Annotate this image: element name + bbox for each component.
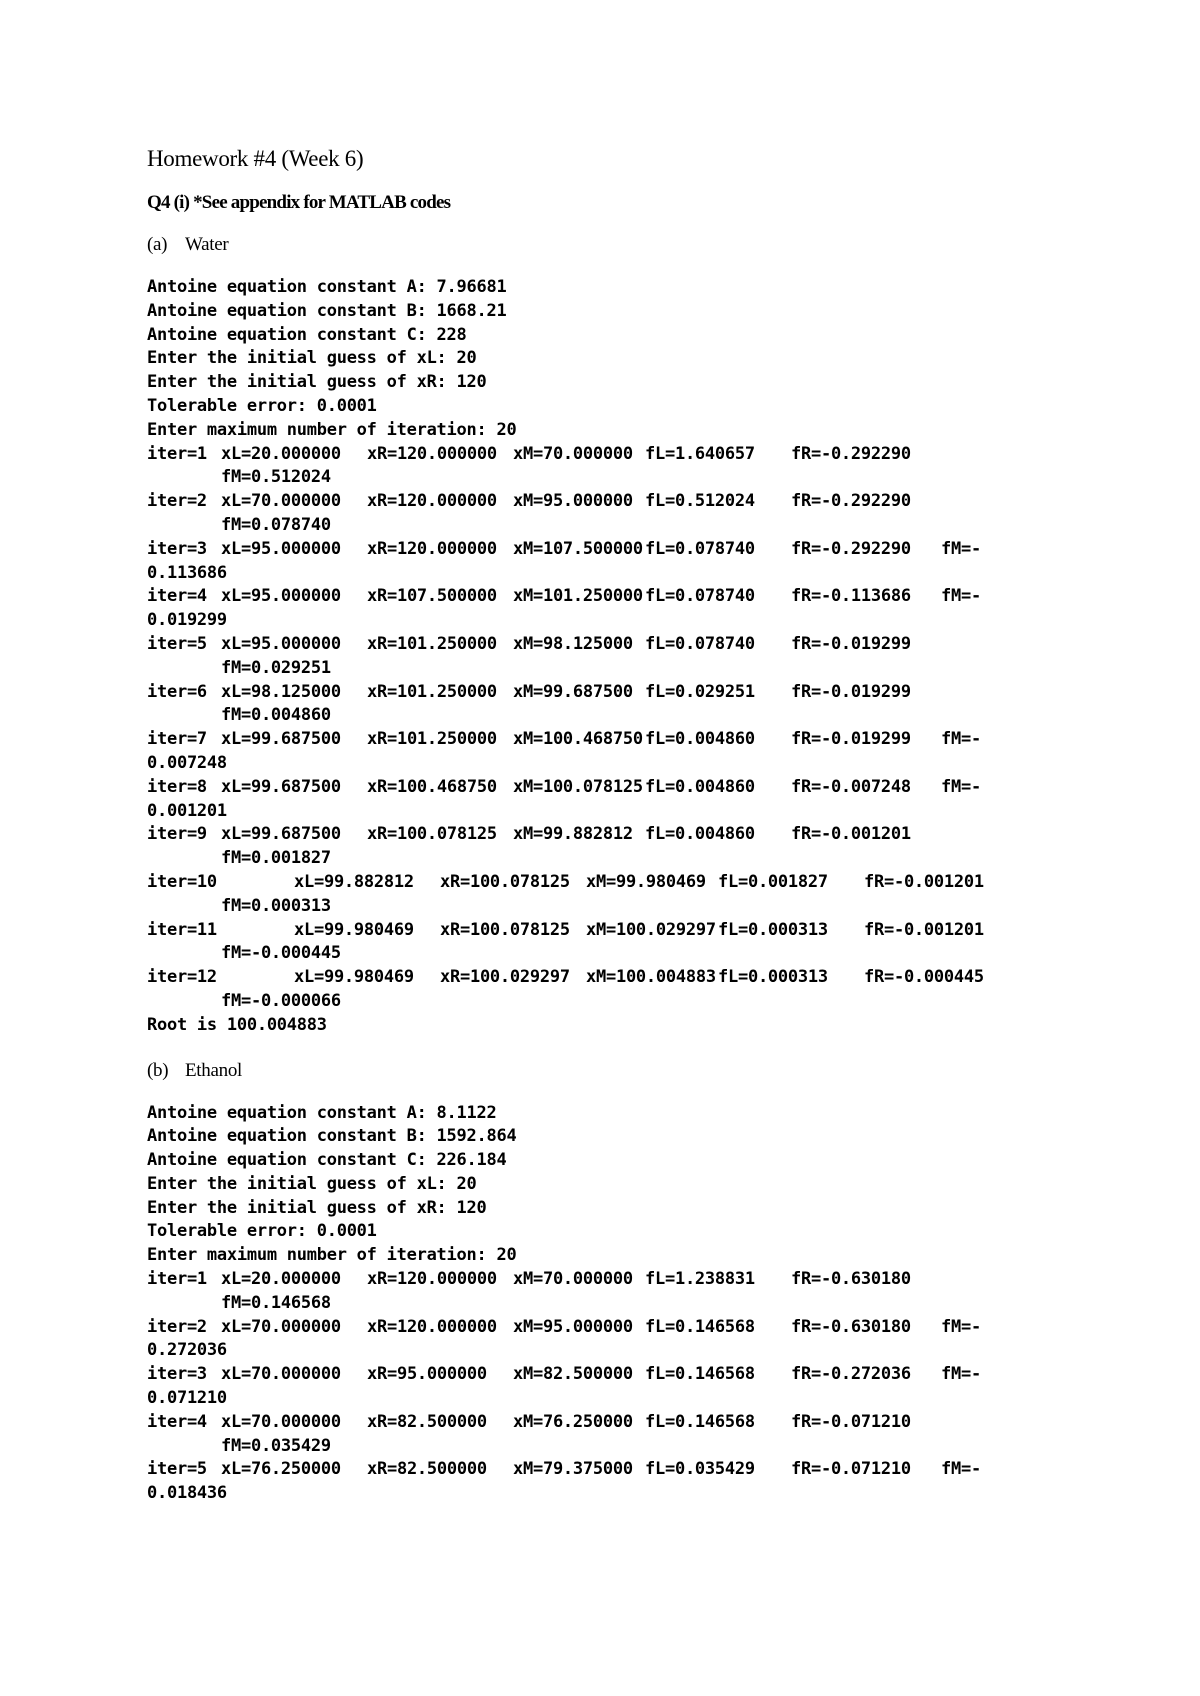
xr-value: xR=101.250000 <box>367 729 497 750</box>
fr-value: fR=-0.272036 <box>791 1364 911 1385</box>
fm-value: fM=0.146568 <box>221 1292 331 1313</box>
xm-value: xM=95.000000 <box>513 1316 633 1337</box>
fr-value: fR=-0.113686 <box>791 586 911 607</box>
fm-value: 0.001201 <box>147 800 227 821</box>
fr-value: fR=-0.292290 <box>791 443 911 464</box>
xl-value: xL=99.980469 <box>294 967 414 988</box>
input-line: Enter the initial guess of xL: 20 <box>147 348 477 369</box>
fm-value: fM=0.000313 <box>221 895 331 916</box>
fr-value: fR=-0.071210 <box>791 1411 911 1432</box>
input-line: Antoine equation constant A: 8.1122 <box>147 1102 497 1123</box>
iteration-row <box>147 633 1147 657</box>
xm-value: xM=99.980469 <box>586 871 706 892</box>
xr-value: xR=101.250000 <box>367 681 497 702</box>
input-line: Tolerable error: 0.0001 <box>147 1221 377 1242</box>
fl-value: fL=0.078740 <box>645 633 755 654</box>
fm-value: fM=0.004860 <box>221 705 331 726</box>
xm-value: xM=100.029297 <box>586 919 716 940</box>
fl-value: fL=0.512024 <box>645 491 755 512</box>
fm-value: 0.007248 <box>147 752 227 773</box>
fm-value: fM=0.029251 <box>221 657 331 678</box>
fl-value: fL=0.146568 <box>645 1364 755 1385</box>
iteration-row <box>147 728 1147 752</box>
fm-value: 0.113686 <box>147 562 227 583</box>
xm-value: xM=100.468750 <box>513 729 643 750</box>
input-line: Antoine equation constant C: 226.184 <box>147 1150 507 1171</box>
xl-value: xL=76.250000 <box>221 1459 341 1480</box>
iteration-row <box>147 1363 1147 1387</box>
iteration-row <box>147 490 1147 514</box>
iteration-number: iter=12 <box>147 967 217 988</box>
xl-value: xL=20.000000 <box>221 1269 341 1290</box>
iteration-row <box>147 776 1147 800</box>
iteration-row <box>147 538 1147 562</box>
fm-value-start: fM=- <box>941 729 981 750</box>
xr-value: xR=100.029297 <box>440 967 570 988</box>
input-lines <box>147 276 1147 443</box>
iteration-number: iter=9 <box>147 824 207 845</box>
input-line: Enter the initial guess of xR: 120 <box>147 372 487 393</box>
fm-value: fM=-0.000445 <box>221 943 341 964</box>
xr-value: xR=120.000000 <box>367 491 497 512</box>
iteration-row <box>147 1458 1147 1482</box>
fr-value: fR=-0.019299 <box>791 729 911 750</box>
xr-value: xR=100.078125 <box>367 824 497 845</box>
xl-value: xL=70.000000 <box>221 1316 341 1337</box>
iteration-number: iter=1 <box>147 1269 207 1290</box>
xl-value: xL=99.687500 <box>221 824 341 845</box>
fr-value: fR=-0.001201 <box>791 824 911 845</box>
iteration-number: iter=5 <box>147 633 207 654</box>
section-heading-ethanol <box>147 1060 1147 1082</box>
xm-value: xM=70.000000 <box>513 443 633 464</box>
input-line: Antoine equation constant C: 228 <box>147 324 467 345</box>
xr-value: xR=100.078125 <box>440 871 570 892</box>
section-heading-water <box>147 234 1147 256</box>
iteration-number: iter=11 <box>147 919 217 940</box>
fr-value: fR=-0.292290 <box>791 538 911 559</box>
fl-value: fL=1.640657 <box>645 443 755 464</box>
xl-value: xL=95.000000 <box>221 633 341 654</box>
xm-value: xM=76.250000 <box>513 1411 633 1432</box>
fm-value: 0.018436 <box>147 1483 227 1504</box>
iteration-number: iter=3 <box>147 538 207 559</box>
xl-value: xL=70.000000 <box>221 1411 341 1432</box>
iteration-table <box>147 443 1147 1014</box>
fl-value: fL=0.078740 <box>645 586 755 607</box>
input-line: Antoine equation constant B: 1592.864 <box>147 1126 517 1147</box>
xm-value: xM=99.882812 <box>513 824 633 845</box>
fr-value: fR=-0.019299 <box>791 633 911 654</box>
fr-value: fR=-0.292290 <box>791 491 911 512</box>
input-line: Enter the initial guess of xR: 120 <box>147 1197 487 1218</box>
xl-value: xL=70.000000 <box>221 1364 341 1385</box>
xr-value: xR=120.000000 <box>367 1269 497 1290</box>
fl-value: fL=0.146568 <box>645 1316 755 1337</box>
iteration-number: iter=4 <box>147 1411 207 1432</box>
iteration-number: iter=6 <box>147 681 207 702</box>
iteration-row <box>147 1316 1147 1340</box>
fm-value: fM=0.512024 <box>221 467 331 488</box>
iteration-row <box>147 871 1147 895</box>
fl-value: fL=0.000313 <box>718 967 828 988</box>
xr-value: xR=120.000000 <box>367 538 497 559</box>
xr-value: xR=107.500000 <box>367 586 497 607</box>
iteration-number: iter=10 <box>147 871 217 892</box>
fm-value-start: fM=- <box>941 1316 981 1337</box>
input-line: Tolerable error: 0.0001 <box>147 395 377 416</box>
xr-value: xR=120.000000 <box>367 443 497 464</box>
input-lines <box>147 1102 1147 1269</box>
fl-value: fL=0.001827 <box>718 871 828 892</box>
iteration-row <box>147 585 1147 609</box>
fm-value: 0.071210 <box>147 1388 227 1409</box>
xr-value: xR=120.000000 <box>367 1316 497 1337</box>
xl-value: xL=99.687500 <box>221 776 341 797</box>
xl-value: xL=70.000000 <box>221 491 341 512</box>
iteration-number: iter=3 <box>147 1364 207 1385</box>
iteration-number: iter=1 <box>147 443 207 464</box>
fl-value: fL=0.029251 <box>645 681 755 702</box>
fr-value: fR=-0.007248 <box>791 776 911 797</box>
fm-value-start: fM=- <box>941 776 981 797</box>
input-line: Enter maximum number of iteration: 20 <box>147 1245 517 1266</box>
section-name: Ethanol <box>185 1059 242 1081</box>
document-page <box>147 146 1147 1528</box>
fm-value-start: fM=- <box>941 538 981 559</box>
xm-value: xM=95.000000 <box>513 491 633 512</box>
fl-value: fL=0.035429 <box>645 1459 755 1480</box>
xr-value: xR=100.468750 <box>367 776 497 797</box>
xr-value: xR=82.500000 <box>367 1411 487 1432</box>
fr-value: fR=-0.071210 <box>791 1459 911 1480</box>
section-label: (a) <box>147 234 168 255</box>
iteration-number: iter=4 <box>147 586 207 607</box>
iteration-row <box>147 443 1147 467</box>
fl-value: fL=0.004860 <box>645 776 755 797</box>
xm-value: xM=98.125000 <box>513 633 633 654</box>
xm-value: xM=99.687500 <box>513 681 633 702</box>
xr-value: xR=100.078125 <box>440 919 570 940</box>
xl-value: xL=99.882812 <box>294 871 414 892</box>
xr-value: xR=95.000000 <box>367 1364 487 1385</box>
fm-value: 0.272036 <box>147 1340 227 1361</box>
input-line: Enter maximum number of iteration: 20 <box>147 419 517 440</box>
iteration-row <box>147 681 1147 705</box>
iteration-row <box>147 1411 1147 1435</box>
section-output-ethanol <box>147 1102 1147 1507</box>
xm-value: xM=70.000000 <box>513 1269 633 1290</box>
iteration-row <box>147 1268 1147 1292</box>
iteration-row <box>147 919 1147 943</box>
iteration-row <box>147 966 1147 990</box>
iteration-number: iter=7 <box>147 729 207 750</box>
fl-value: fL=0.000313 <box>718 919 828 940</box>
xm-value: xM=100.078125 <box>513 776 643 797</box>
fr-value: fR=-0.001201 <box>864 871 984 892</box>
iteration-number: iter=2 <box>147 491 207 512</box>
xm-value: xM=107.500000 <box>513 538 643 559</box>
fm-value: fM=0.035429 <box>221 1435 331 1456</box>
fr-value: fR=-0.630180 <box>791 1316 911 1337</box>
xm-value: xM=82.500000 <box>513 1364 633 1385</box>
fl-value: fL=1.238831 <box>645 1269 755 1290</box>
input-line: Enter the initial guess of xL: 20 <box>147 1173 477 1194</box>
xm-value: xM=101.250000 <box>513 586 643 607</box>
section-label: (b) <box>147 1059 169 1081</box>
fl-value: fL=0.146568 <box>645 1411 755 1432</box>
fm-value: fM=-0.000066 <box>221 990 341 1011</box>
fr-value: fR=-0.000445 <box>864 967 984 988</box>
iteration-number: iter=2 <box>147 1316 207 1337</box>
iteration-number: iter=8 <box>147 776 207 797</box>
iteration-number: iter=5 <box>147 1459 207 1480</box>
xl-value: xL=99.980469 <box>294 919 414 940</box>
fm-value-start: fM=- <box>941 1459 981 1480</box>
section-output-water <box>147 276 1147 1038</box>
iteration-table <box>147 1268 1147 1506</box>
document-title: Homework #4 (Week 6) <box>147 146 364 171</box>
xm-value: xM=79.375000 <box>513 1459 633 1480</box>
input-line: Antoine equation constant A: 7.96681 <box>147 277 507 297</box>
xl-value: xL=98.125000 <box>221 681 341 702</box>
xm-value: xM=100.004883 <box>586 967 716 988</box>
input-line: Antoine equation constant B: 1668.21 <box>147 300 507 321</box>
root-result: Root is 100.004883 <box>147 1014 327 1035</box>
question-heading: Q4 (i) *See appendix for MATLAB codes <box>147 192 451 213</box>
fr-value: fR=-0.001201 <box>864 919 984 940</box>
iteration-row <box>147 823 1147 847</box>
fm-value: fM=0.001827 <box>221 848 331 869</box>
fl-value: fL=0.078740 <box>645 538 755 559</box>
xl-value: xL=99.687500 <box>221 729 341 750</box>
section-name: Water <box>185 234 229 255</box>
fm-value: fM=0.078740 <box>221 514 331 535</box>
xl-value: xL=95.000000 <box>221 538 341 559</box>
fm-value-start: fM=- <box>941 1364 981 1385</box>
fl-value: fL=0.004860 <box>645 824 755 845</box>
xl-value: xL=95.000000 <box>221 586 341 607</box>
xr-value: xR=82.500000 <box>367 1459 487 1480</box>
fr-value: fR=-0.019299 <box>791 681 911 702</box>
fm-value-start: fM=- <box>941 586 981 607</box>
fl-value: fL=0.004860 <box>645 729 755 750</box>
fm-value: 0.019299 <box>147 610 227 631</box>
xr-value: xR=101.250000 <box>367 633 497 654</box>
fr-value: fR=-0.630180 <box>791 1269 911 1290</box>
xl-value: xL=20.000000 <box>221 443 341 464</box>
